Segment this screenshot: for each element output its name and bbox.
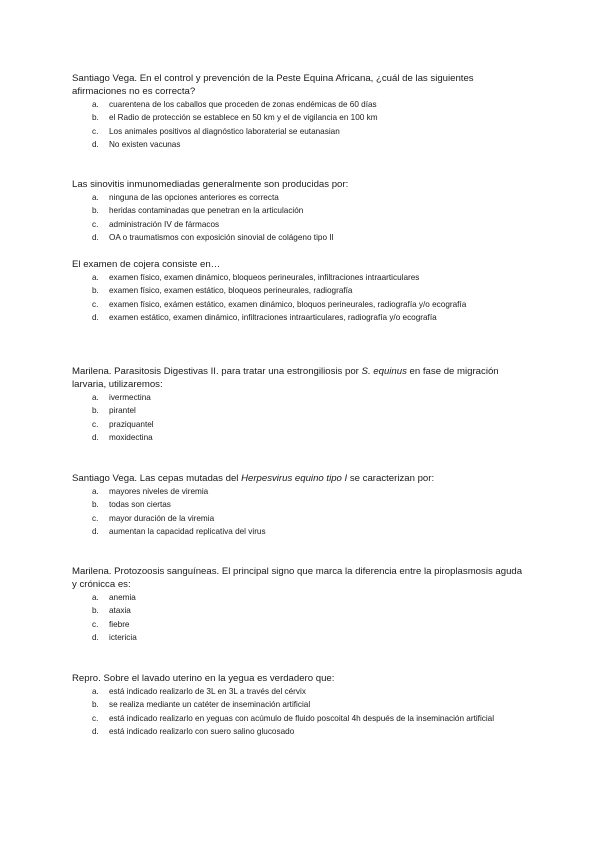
question-text: Marilena. Parasitosis Digestivas II. para tratar una estrongiliosis por S. equinus en fase de migración larvaria, utilizaremos: (72, 366, 499, 390)
option-item: d. OA o traumatismos con exposición sinovial de colágeno tipo II (92, 233, 334, 243)
question-5 (72, 472, 528, 539)
option-item: a. ninguna de las opciones anteriores es correcta (92, 193, 279, 202)
option-item: b. examen físico, examen estático, bloqueos perineurales, radiografía (92, 286, 353, 296)
question-2 (72, 178, 528, 245)
option-item: a. examen físico, examen dinámico, bloqueos perineurales, infiltraciones intraarticulares (92, 273, 420, 282)
question-text: Santiago Vega. En el control y prevención de la Peste Equina Africana, ¿cuál de las siguientes afirmaciones no es correcta? (72, 73, 474, 97)
question-4 (72, 365, 528, 445)
options-list (72, 591, 528, 645)
options-list (72, 685, 528, 739)
option-item: a. cuarentena de los caballos que proceden de zonas endémicas de 60 días (92, 100, 377, 109)
option-item: b. heridas contaminadas que penetran en la articulación (92, 206, 304, 216)
question-text: El examen de cojera consiste en… (72, 259, 221, 270)
question-text: Repro. Sobre el lavado uterino en la yegua es verdadero que: (72, 673, 335, 684)
option-item: b. ataxia (92, 606, 131, 616)
option-item: a. anemia (92, 593, 136, 602)
option-item: b. todas son ciertas (92, 500, 171, 510)
question-text: Las sinovitis inmunomediadas generalmente son producidas por: (72, 179, 349, 190)
option-item: c. mayor duración de la viremia (92, 513, 215, 523)
question-6 (72, 565, 528, 645)
option-item: c. fiebre (92, 619, 130, 629)
question-text: Marilena. Protozoosis sanguíneas. El principal signo que marca la diferencia entre la piroplasmosis aguda y crónicca es: (72, 566, 523, 590)
options-list (72, 485, 528, 539)
option-item: d. No existen vacunas (92, 140, 181, 150)
options-list (72, 191, 528, 245)
question-1 (72, 72, 528, 152)
option-item: d. está indicado realizarlo con suero salino glucosado (92, 727, 295, 737)
option-item: d. aumentan la capacidad replicativa del virus (92, 527, 266, 537)
option-item: a. está indicado realizarlo de 3L en 3L a través del cérvix (92, 687, 306, 696)
option-item: a. ivermectina (92, 393, 151, 402)
option-item: d. ictericia (92, 633, 137, 643)
option-item: d. moxidectina (92, 433, 153, 443)
option-item: c. está indicado realizarlo en yeguas con acúmulo de fluido poscoital 4h después de la inseminación artificial (92, 713, 495, 723)
option-item: b. pirantel (92, 406, 136, 416)
options-list (72, 271, 528, 325)
options-list (72, 391, 528, 445)
option-item: c. examen físico, exámen estático, examen dinámico, bloquos perineurales, radiografía y/o ecografía (92, 299, 467, 309)
option-item: b. el Radio de protección se establece en 50 km y el de vigilancia en 100 km (92, 113, 378, 123)
option-item: d. examen estático, examen dinámico, infiltraciones intraarticulares, radiografía y/o ecografía (92, 313, 437, 323)
options-list (72, 98, 528, 152)
option-item: c. praziquantel (92, 419, 154, 429)
question-3 (72, 258, 528, 325)
option-item: a. mayores niveles de viremia (92, 487, 209, 496)
option-item: b. se realiza mediante un catéter de inseminación artificial (92, 700, 311, 710)
question-7 (72, 672, 528, 739)
option-item: c. Los animales positivos al diagnóstico laboraterial se eutanasian (92, 126, 340, 136)
question-text: Santiago Vega. Las cepas mutadas del Herpesvirus equino tipo I se caracterizan por: (72, 473, 435, 484)
option-item: c. administración IV de fármacos (92, 219, 220, 229)
